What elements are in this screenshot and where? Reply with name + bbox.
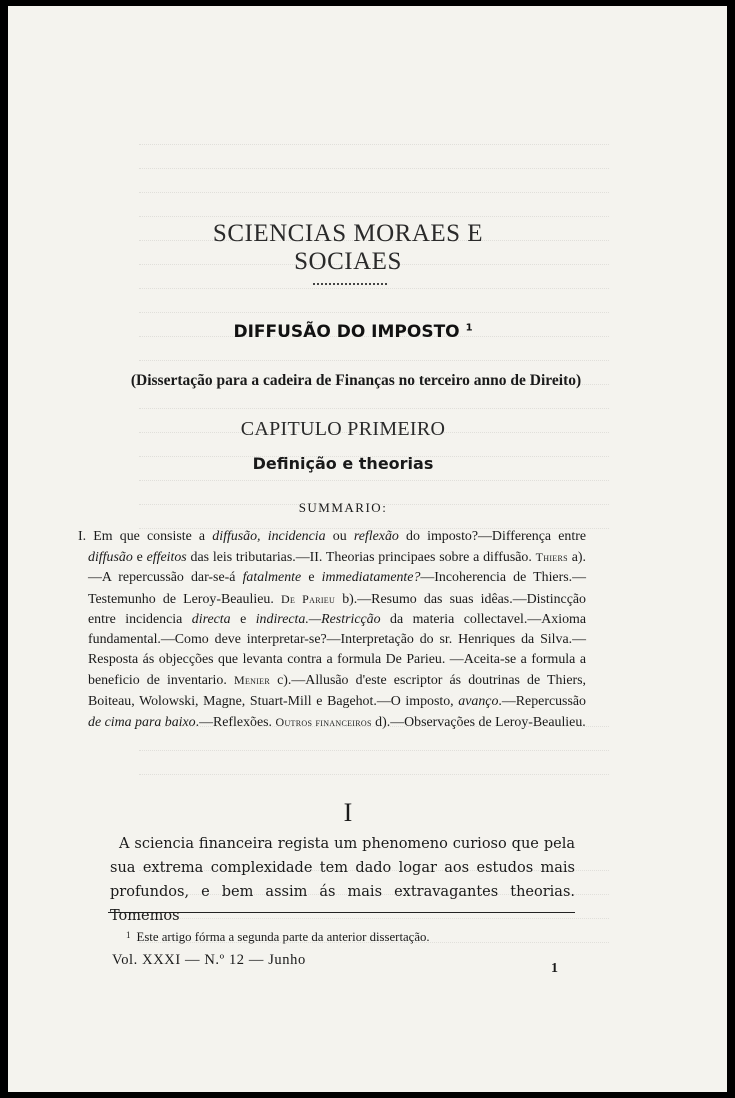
body-paragraph: A sciencia financeira regista um phenomeno curioso que pela sua extrema complexidade tem dado logar aos estudos mais profundos, e bem assim ás mais extravagantes theorias. Tomemos	[110, 836, 575, 924]
footnote	[126, 930, 556, 945]
section-number: I	[343, 798, 353, 827]
decorative-rule	[313, 283, 387, 285]
chapter-heading: CAPITULO PRIMEIRO	[240, 418, 446, 440]
page-number: 1	[551, 961, 558, 976]
article-title-text: DIFFUSÃO DO IMPOSTO	[233, 322, 460, 342]
footnote-number: 1	[126, 930, 131, 940]
footnote-divider	[108, 912, 575, 913]
article-subtitle: (Dissertação para a cadeira de Finanças no terceiro anno de Direito)	[130, 372, 582, 389]
issue-info: Vol. XXXI — N.º 12 — Junho	[112, 952, 306, 968]
summary-heading: SUMMARIO:	[298, 500, 388, 515]
footnote-text: Este artigo fórma a segunda parte da anterior dissertação.	[136, 930, 430, 944]
footnote-marker[interactable]: 1	[465, 322, 473, 334]
chapter-subheading: Definição e theorias	[252, 454, 434, 473]
article-title	[203, 322, 503, 342]
section-title: SCIENCIAS MORAES E SOCIAES	[212, 220, 484, 275]
summary-text: I. Em que consiste a diffusão, incidencia ou reflexão do imposto?—Differença entre diffusão e effeitos das leis tributarias.—II. Theorias principaes sobre a diffusão. Thiers a).—A repercussão dar-se-á fatalmente e immediatamente?—Incoherencia de Thiers.—Testemunho de Leroy-Beaulieu. De Parieu b).—Resumo das suas idêas.—Distincção entre incidencia directa e indirecta.—Restricção da materia collectavel.—Axioma fundamental.—Como deve interpretar-se?—Interpretação do sr. Henriques da Silva.—Resposta ás objecções que levanta contra a formula De Parieu. —Aceita-se a formula a beneficio de inventario. Menier c).—Allusão d'este escriptor ás doutrinas de Thiers, Boiteau, Wolowski, Magne, Stuart-Mill e Bagehot.—O imposto, avanço.—Repercussão de cima para baixo.—Reflexões. Outros financeiros d).—Observações de Leroy-Beaulieu.	[78, 529, 586, 730]
journal-page	[8, 6, 727, 1092]
